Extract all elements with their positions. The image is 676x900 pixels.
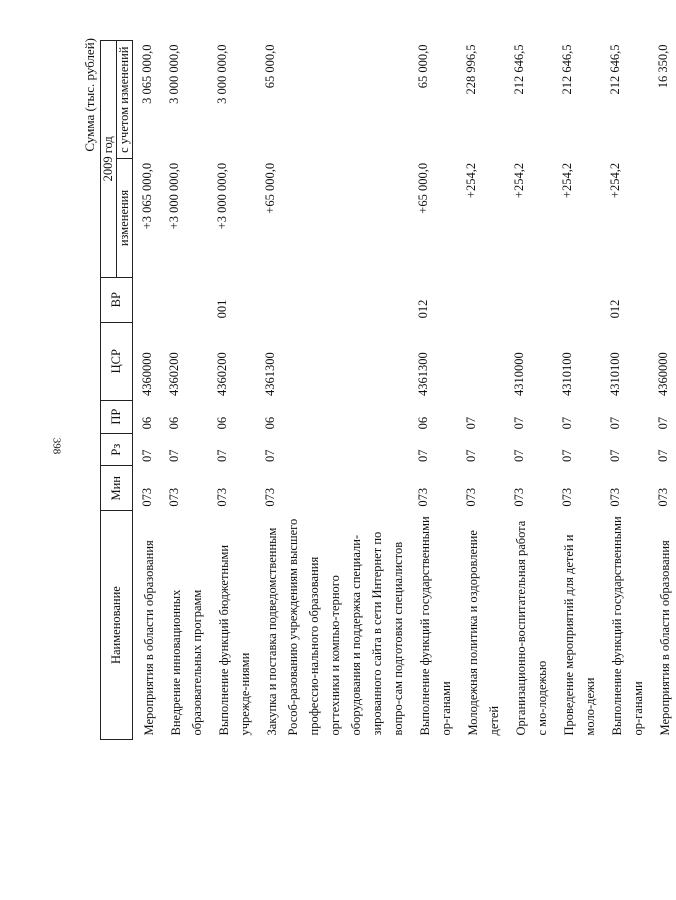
row-with-changes: 3 000 000,0: [215, 44, 229, 104]
row-csr: [457, 322, 505, 400]
row-csr: 4360200: [215, 352, 229, 397]
row-min: 073: [140, 487, 154, 507]
row-changes: +3 000 000,0: [167, 162, 181, 230]
table-header: [101, 41, 133, 740]
row-rz: 07: [215, 449, 229, 462]
row-pr: 06: [263, 416, 277, 430]
row-pr: 07: [656, 416, 670, 430]
row-rz: 07: [656, 449, 670, 462]
row-csr: 4361300: [263, 352, 277, 397]
header-name: Наименование: [101, 511, 133, 740]
row-csr: 4310100: [608, 352, 622, 397]
row-vr: [649, 277, 676, 322]
row-vr: [505, 277, 553, 322]
row-pr: 07: [560, 416, 574, 430]
budget-table: [100, 40, 676, 740]
row-with-changes: 212 646,5: [512, 44, 526, 95]
table-row: [133, 41, 161, 740]
row-min: 073: [512, 487, 526, 507]
row-rz: 07: [512, 449, 526, 462]
row-changes: +65 000,0: [263, 162, 277, 214]
row-pr: 06: [416, 416, 430, 430]
header-csr: ЦСР: [101, 322, 133, 400]
page-number: 398: [50, 437, 63, 455]
row-vr: [160, 277, 208, 322]
row-name: Выполнение функций государственными ор-ганами: [418, 516, 453, 736]
table-row: [457, 41, 505, 740]
row-min: 073: [560, 487, 574, 507]
header-min: Мин: [101, 466, 133, 511]
row-changes: +254,2: [464, 162, 478, 199]
row-min: 073: [464, 487, 478, 507]
row-rz: 07: [560, 449, 574, 462]
row-vr: 012: [416, 299, 430, 319]
row-rz: 07: [416, 449, 430, 462]
row-min: 073: [416, 487, 430, 507]
row-vr: [553, 277, 601, 322]
row-changes: +254,2: [512, 162, 526, 199]
table-row: [160, 41, 208, 740]
row-csr: 4360000: [140, 352, 154, 397]
row-vr: 001: [215, 299, 229, 319]
row-name: Проведение мероприятий для детей и моло-дежи: [562, 534, 597, 736]
row-csr: 4361300: [416, 352, 430, 397]
row-changes: +3 065 000,0: [140, 162, 154, 230]
row-with-changes: 65 000,0: [263, 44, 277, 89]
sum-caption: Сумма (тыс. рублей): [82, 38, 97, 152]
row-with-changes: 212 646,5: [560, 44, 574, 95]
row-name: Внедрение инновационных образовательных программ: [169, 589, 204, 736]
row-rz: 07: [608, 449, 622, 462]
header-changes: изменения: [117, 159, 133, 277]
row-name: Закупка и поставка подведомственным Рособ-разованию учреждениям высшего профессио-нального образования оргтехники и компью-терного оборудования и поддержка специали-зированного сайта в сети Интернет по вопро-сам подготовки специалистов: [265, 518, 405, 736]
row-vr: 012: [608, 299, 622, 319]
row-with-changes: 212 646,5: [608, 44, 622, 95]
row-with-changes: 228 996,5: [464, 44, 478, 95]
row-pr: 07: [608, 416, 622, 430]
row-csr: 4360000: [656, 352, 670, 397]
header-with-changes: с учетом изменений: [117, 41, 133, 159]
row-changes: [649, 159, 676, 277]
row-pr: 06: [215, 416, 229, 430]
row-with-changes: 65 000,0: [416, 44, 430, 89]
row-changes: +65 000,0: [416, 162, 430, 214]
table-row: [649, 41, 676, 740]
row-pr: 06: [140, 416, 154, 430]
row-csr: 4310000: [512, 352, 526, 397]
row-vr: [133, 277, 161, 322]
row-csr: 4360200: [167, 352, 181, 397]
header-pr: ПР: [101, 400, 133, 433]
table-row: [208, 41, 256, 740]
row-rz: 07: [140, 449, 154, 462]
row-min: 073: [215, 487, 229, 507]
row-name: Организационно-воспитательная работа с мо-лодежью: [514, 520, 549, 736]
row-pr: 07: [464, 416, 478, 430]
table-row: [256, 41, 409, 740]
row-min: 073: [608, 487, 622, 507]
row-vr: [457, 277, 505, 322]
row-name: Мероприятия в области образования: [658, 540, 672, 736]
row-changes: +254,2: [560, 162, 574, 199]
row-with-changes: 3 000 000,0: [167, 44, 181, 104]
row-name: Выполнение функций бюджетными учрежде-ниями: [217, 544, 252, 736]
row-rz: 07: [464, 449, 478, 462]
row-name: Мероприятия в области образования: [142, 540, 156, 736]
row-vr: [256, 277, 409, 322]
row-rz: 07: [263, 449, 277, 462]
row-min: 073: [656, 487, 670, 507]
row-with-changes: 3 065 000,0: [140, 44, 154, 104]
row-changes: +3 000 000,0: [215, 162, 229, 230]
header-rz: Рз: [101, 433, 133, 466]
row-min: 073: [167, 487, 181, 507]
table-body: [133, 41, 676, 740]
row-name: Молодежная политика и оздоровление детей: [466, 530, 501, 736]
row-pr: 06: [167, 416, 181, 430]
header-vr: ВР: [101, 277, 133, 322]
header-year: 2009 год: [101, 41, 117, 278]
row-changes: +254,2: [608, 162, 622, 199]
row-name: Выполнение функций государственными ор-ганами: [610, 516, 645, 736]
row-min: 073: [263, 487, 277, 507]
row-rz: 07: [167, 449, 181, 462]
table-row: [553, 41, 601, 740]
row-csr: 4310100: [560, 352, 574, 397]
table-row: [505, 41, 553, 740]
row-pr: 07: [512, 416, 526, 430]
table-row: [409, 41, 457, 740]
row-with-changes: 16 350,0: [656, 44, 670, 89]
table-row: [601, 41, 649, 740]
